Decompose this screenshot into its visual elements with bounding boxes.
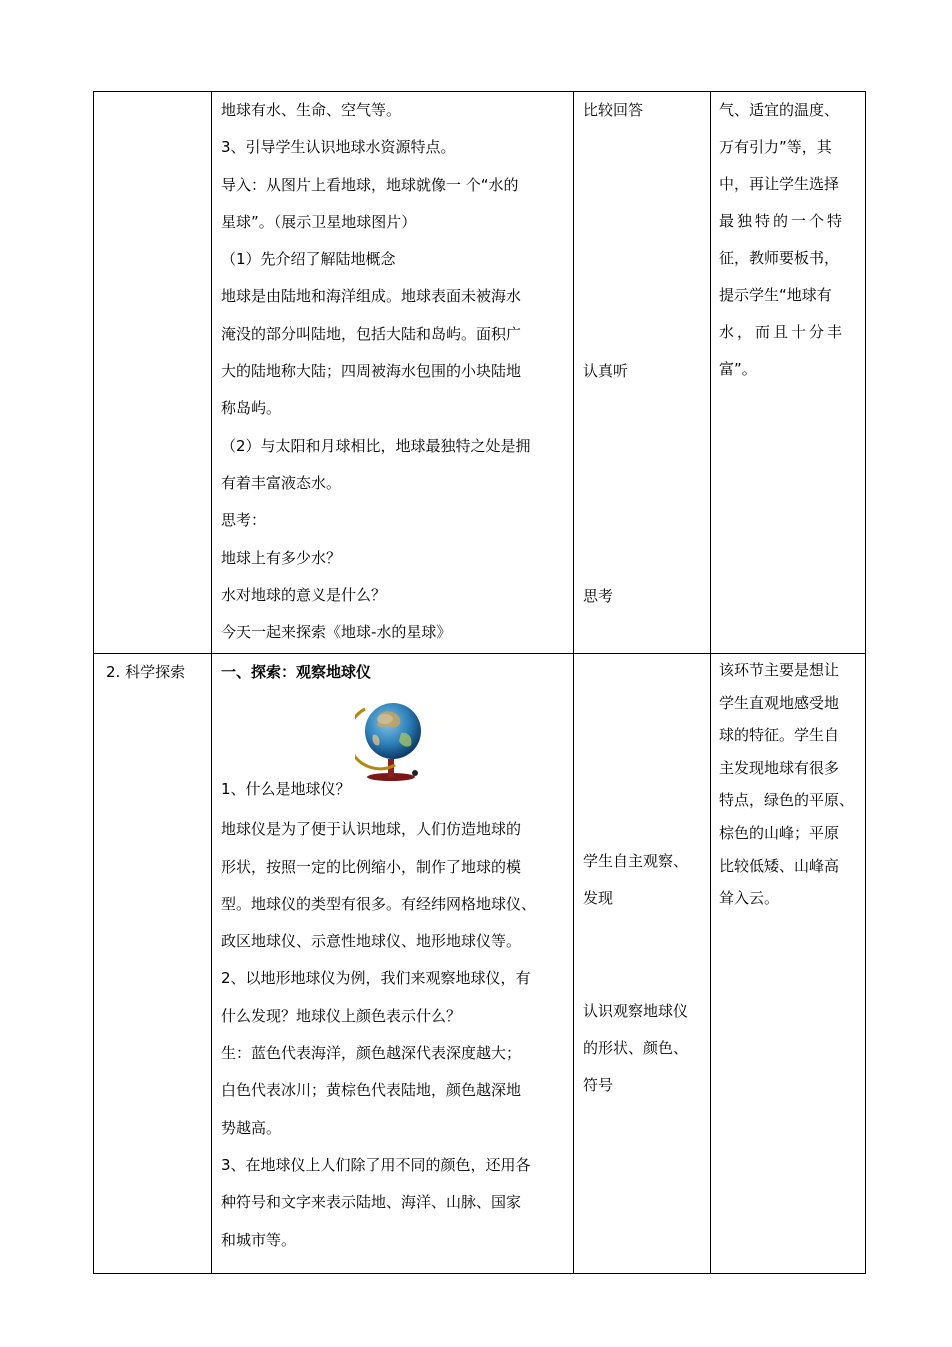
content-line: 淹没的部分叫陆地，包括大陆和岛屿。面积广 [221, 324, 522, 343]
design-intent-cell [711, 654, 866, 1274]
design-line: 学生直观地感受地 [719, 693, 840, 712]
content-line: 生：蓝色代表海洋，颜色越深代表深度越大； [221, 1044, 522, 1063]
content-line: 思考： [221, 511, 267, 530]
student-activity: 发现 [583, 889, 614, 908]
content-cell [212, 654, 574, 1274]
content-line: 地球仪是为了便于认识地球，人们仿造地球的 [221, 820, 522, 839]
content-line: 势越高。 [221, 1118, 282, 1137]
design-line: 主发现地球有很多 [719, 758, 840, 777]
content-line: 大的陆地称大陆；四周被海水包围的小块陆地 [221, 362, 522, 381]
content-line: 称岛屿。 [221, 399, 282, 418]
student-activity: 学生自主观察、 [583, 852, 689, 870]
content-line: 1、什么是地球仪？ [221, 780, 351, 799]
globe-icon [355, 695, 427, 781]
design-line: 富”。 [719, 360, 757, 378]
content-cell [212, 92, 574, 654]
content-line: 地球是由陆地和海洋组成。地球表面未被海水 [221, 287, 522, 306]
design-line: 提示学生“地球有 [719, 286, 832, 304]
design-line: 水，而且十分丰 [719, 323, 846, 341]
content-line: 政区地球仪、示意性地球仪、地形地球仪等。 [221, 932, 522, 951]
content-line: 种符号和文字来表示陆地、海洋、山脉、国家 [221, 1193, 522, 1212]
content-line: 2、以地形地球仪为例，我们来观察地球仪，有 [221, 969, 531, 988]
content-line: 3、引导学生认识地球水资源特点。 [221, 138, 456, 157]
lesson-plan-table [93, 91, 866, 1274]
step-cell [94, 654, 212, 1274]
content-line: 导入：从图片上看地球，地球就像一 个“水的 [221, 175, 519, 194]
student-activity: 思考 [583, 586, 614, 605]
content-line: 白色代表冰川；黄棕色代表陆地，颜色越深地 [221, 1081, 522, 1100]
student-activity: 比较回答 [583, 101, 644, 119]
student-activity: 的形状、颜色、 [583, 1038, 689, 1057]
step-cell [94, 92, 212, 654]
content-line: （1）先介绍了解陆地概念 [221, 250, 396, 269]
design-line: 最独特的一个特 [719, 212, 846, 230]
student-activity: 认真听 [583, 362, 629, 381]
student-activity: 认识观察地球仪 [583, 1001, 689, 1020]
content-line: 水对地球的意义是什么？ [221, 585, 387, 604]
design-line: 耸入云。 [719, 889, 780, 908]
design-line: 中，再让学生选择 [719, 175, 840, 193]
student-activity-cell [574, 92, 711, 654]
design-line: 棕色的山峰；平原 [719, 823, 840, 842]
step-label: 2. 科学探索 [106, 663, 186, 681]
content-line: （2）与太阳和月球相比，地球最独特之处是拥 [221, 436, 531, 455]
section-heading: 一、探索：观察地球仪 [221, 663, 372, 681]
design-line: 征，教师要板书， [719, 249, 840, 267]
content-line: 地球有水、生命、空气等。 [221, 101, 402, 119]
content-line: 什么发现？地球仪上颜色表示什么？ [221, 1006, 462, 1025]
globe-figure [212, 691, 573, 811]
content-line: 形状，按照一定的比例缩小，制作了地球的模 [221, 857, 522, 876]
content-line: 今天一起来探索《地球-水的星球》 [221, 623, 452, 642]
design-line: 球的特征。学生自 [719, 726, 840, 745]
table-row [94, 654, 866, 1274]
content-line: 3、在地球仪上人们除了用不同的颜色，还用各 [221, 1155, 531, 1174]
content-line: 星球”。（展示卫星地球图片） [221, 212, 417, 231]
design-line: 该环节主要是想让 [719, 661, 840, 679]
content-line: 地球上有多少水？ [221, 548, 342, 567]
content-line: 和城市等。 [221, 1230, 297, 1249]
content-line: 有着丰富液态水。 [221, 473, 342, 492]
design-line: 气、适宜的温度、 [719, 101, 840, 119]
student-activity-cell [574, 654, 711, 1274]
design-line: 特点，绿色的平原、 [719, 791, 855, 810]
table-row [94, 92, 866, 654]
design-line: 万有引力”等，其 [719, 138, 832, 156]
student-activity: 符号 [583, 1076, 614, 1095]
design-line: 比较低矮、山峰高 [719, 856, 840, 875]
content-line: 型。地球仪的类型有很多。有经纬网格地球仪、 [221, 894, 537, 913]
design-intent-cell [711, 92, 866, 654]
